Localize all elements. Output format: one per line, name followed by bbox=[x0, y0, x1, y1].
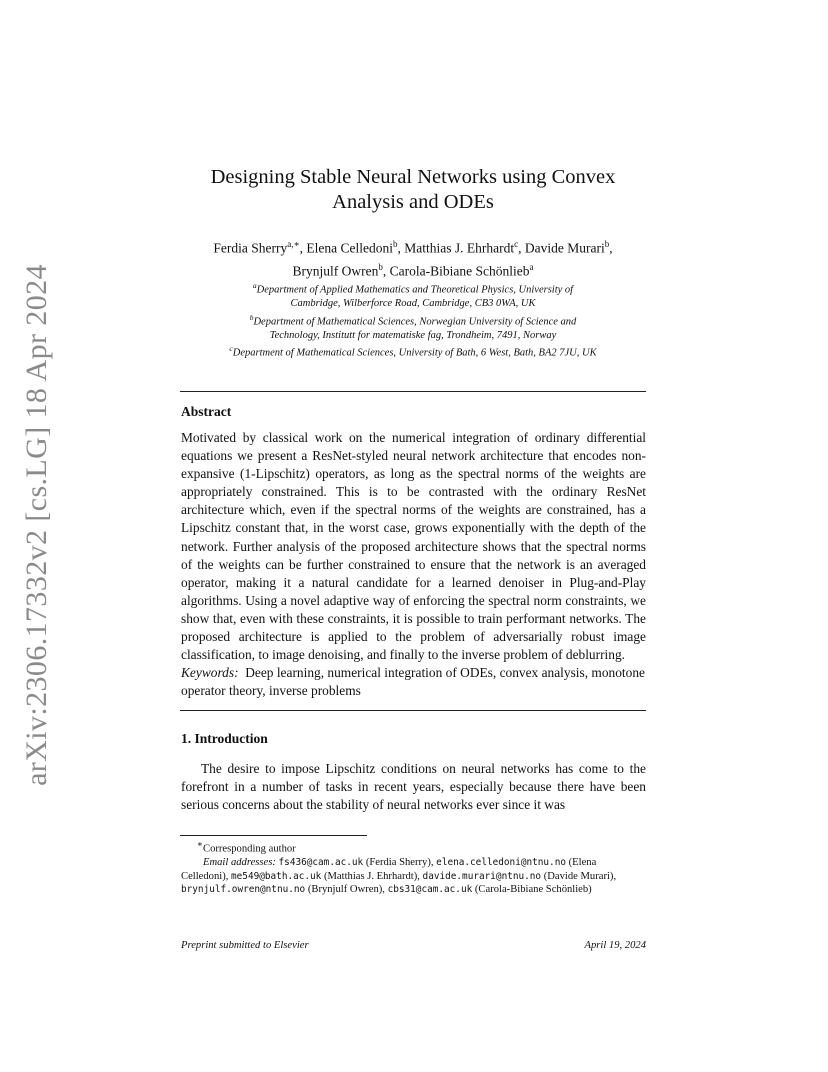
email-owner: (Carola-Bibiane Schönlieb) bbox=[474, 884, 592, 896]
email-address: me549@bath.ac.uk bbox=[231, 870, 322, 882]
affiliation-mark: c bbox=[229, 344, 233, 353]
author-separator: , bbox=[299, 240, 307, 256]
email-label: Email addresses: bbox=[203, 857, 276, 869]
author-list bbox=[180, 235, 646, 280]
author-name: Elena Celledoni bbox=[306, 240, 393, 256]
affiliation-text: Department of Mathematical Sciences, University of Bath, 6 West, Bath, BA2 7JU, UK bbox=[232, 347, 597, 359]
author-affiliation-mark: a,∗ bbox=[287, 239, 300, 249]
email-address: davide.murari@ntnu.no bbox=[422, 870, 542, 882]
author-affiliation-mark: b bbox=[393, 239, 398, 249]
email-address: cbs31@cam.ac.uk bbox=[387, 884, 473, 896]
footnote-rule bbox=[180, 835, 367, 836]
email-address: brynjulf.owren@ntnu.no bbox=[181, 884, 306, 896]
author-separator: , bbox=[518, 240, 525, 256]
page-footer bbox=[181, 940, 646, 951]
author-name: Carola-Bibiane Schönlieb bbox=[389, 263, 530, 278]
abstract-top-rule bbox=[180, 391, 646, 392]
affiliation-line: Cambridge, Wilberforce Road, Cambridge, CB3 0WA, UK bbox=[290, 298, 536, 309]
keywords-block bbox=[181, 664, 646, 700]
abstract-bottom-rule bbox=[180, 710, 646, 711]
footnote-mark: ∗ bbox=[197, 839, 204, 849]
email-owner: (Elena Celledoni), bbox=[181, 857, 597, 882]
author-name: Ferdia Sherry bbox=[213, 240, 288, 256]
corresponding-author-footnote bbox=[181, 838, 646, 856]
author-line bbox=[180, 235, 646, 258]
affiliation-line bbox=[160, 342, 666, 360]
introduction-text: The desire to impose Lipschitz conditions on neural networks has come to the forefront in a number of tasks in recent years, especially because there have been serious concerns about the stability of neural networks ever since it was bbox=[181, 761, 646, 813]
paper-title bbox=[180, 165, 646, 215]
preprint-note: Preprint submitted to Elsevier bbox=[181, 940, 309, 951]
affiliation-list bbox=[160, 279, 666, 360]
footnote-text: Corresponding author bbox=[203, 843, 296, 855]
author-separator: , bbox=[397, 240, 405, 256]
author-line bbox=[180, 258, 646, 281]
affiliation-mark: b bbox=[249, 312, 254, 322]
author-separator: , bbox=[609, 240, 613, 256]
author-affiliation-mark: b bbox=[604, 239, 610, 249]
affiliation-line: Technology, Institutt for matematiske fag, Trondheim, 7491, Norway bbox=[269, 329, 557, 341]
keywords-label: Keywords: bbox=[181, 665, 239, 680]
arxiv-identifier-text: arXiv:2306.17332v2 [cs.LG] 18 Apr 2024 bbox=[20, 264, 53, 786]
affiliation-text: Department of Applied Mathematics and Theoretical Physics, University of bbox=[256, 284, 574, 296]
paper-title-line: Analysis and ODEs bbox=[332, 191, 494, 213]
email-address: fs436@cam.ac.uk bbox=[278, 857, 364, 869]
email-footnote bbox=[181, 856, 646, 897]
abstract-heading: Abstract bbox=[181, 404, 232, 419]
author-affiliation-mark: b bbox=[378, 261, 383, 272]
author-affiliation-mark: c bbox=[514, 239, 519, 249]
keywords-text: Deep learning, numerical integration of ODEs, convex analysis, monotone operator theory, inverse problems bbox=[181, 665, 645, 699]
email-owner: (Davide Murari), bbox=[543, 870, 617, 882]
arxiv-identifier-stamp bbox=[14, 264, 60, 786]
affiliation-mark: a bbox=[252, 281, 257, 290]
footer-date: April 19, 2024 bbox=[584, 940, 646, 951]
footnotes bbox=[181, 838, 646, 897]
paper-title-line: Designing Stable Neural Networks using Convex bbox=[210, 166, 616, 188]
affiliation-line bbox=[160, 279, 666, 297]
email-owner: (Matthias J. Ehrhardt), bbox=[323, 870, 423, 882]
email-owner: (Ferdia Sherry), bbox=[365, 857, 437, 869]
email-owner: (Brynjulf Owren), bbox=[307, 884, 388, 896]
author-name: Brynjulf Owren bbox=[292, 263, 379, 278]
section-heading: 1. Introduction bbox=[181, 731, 268, 746]
author-affiliation-mark: a bbox=[529, 261, 534, 272]
abstract-text: Motivated by classical work on the numerical integration of ordinary differential equations we present a ResNet-styled neural network architecture that encodes non-expansive (1-Lipschitz) operators, as long as the spectral norms of the weights are appropriately constrained. This is to be contrasted with the ordinary ResNet architecture which, even if the spectral norms of the weights are constrained, has a Lipschitz constant that, in the worst case, grows exponentially with the depth of the network. Further analysis of the proposed architecture shows that the spectral norms of the weights can be further constrained to ensure that the network is an averaged operator, making it a natural candidate for a learned denoiser in Plug-and-Play algorithms. Using a novel adaptive way of enforcing the spectral norm constraints, we show that, even with these constraints, it is possible to train performant networks. The proposed architecture is applied to the problem of adversarially robust image classification, to image denoising, and finally to the inverse problem of deblurring. bbox=[181, 430, 646, 663]
author-name: Matthias J. Ehrhardt bbox=[404, 240, 515, 256]
author-separator: , bbox=[382, 263, 390, 278]
author-name: Davide Murari bbox=[524, 240, 605, 256]
affiliation-line bbox=[160, 311, 666, 329]
affiliation-text: Department of Mathematical Sciences, Norwegian University of Science and bbox=[253, 316, 577, 327]
email-address: elena.celledoni@ntnu.no bbox=[436, 857, 566, 869]
